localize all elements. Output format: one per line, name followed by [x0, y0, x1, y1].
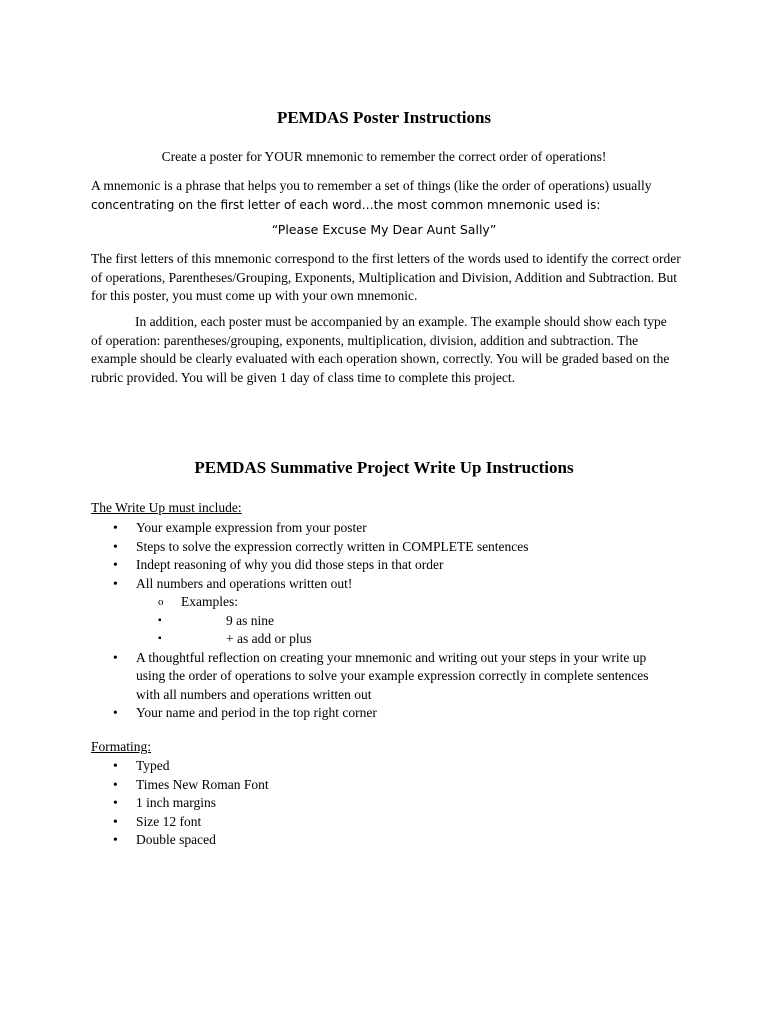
writeup-list [91, 519, 691, 723]
square-marker: ▪ [158, 633, 162, 644]
writeup-title: PEMDAS Summative Project Write Up Instructions [194, 458, 574, 477]
poster-intro: Create a poster for YOUR mnemonic to remember the correct order of operations! [161, 149, 607, 164]
bullet-marker: • [113, 758, 118, 773]
poster-title: PEMDAS Poster Instructions [276, 108, 492, 127]
list-item: • Size 12 font [91, 813, 691, 832]
example-item: ▪ + as add or plus [136, 630, 691, 649]
bullet-marker: • [113, 705, 118, 720]
bullet-marker: • [113, 575, 118, 591]
bullet-marker: • [113, 557, 118, 572]
list-item: • Typed [91, 757, 691, 776]
example-item: ▪ 9 as nine [136, 612, 691, 631]
list-item: • 1 inch margins [91, 794, 691, 813]
bullet-marker: • [113, 649, 118, 665]
bullet-marker: • [113, 832, 118, 847]
list-item: • Double spaced [91, 831, 691, 850]
list-item: • Your example expression from your poster [91, 519, 691, 538]
mnemonic-quote: “Please Excuse My Dear Aunt Sally” [271, 222, 497, 237]
poster-paragraph-1: The first letters of this mnemonic correspond to the first letters of the words used to identify the correct order of operations, Parentheses/Grouping, Exponents, Multiplication and Division, Addition and Subtraction. But for this poster, you must come up with your own mnemonic. [91, 251, 681, 303]
list-item: • Your name and period in the top right corner [91, 704, 691, 723]
list-item: • Steps to solve the expression correctly written in COMPLETE sentences [91, 538, 691, 557]
mnemonic-definition [91, 177, 681, 214]
mnemonic-definition-line-2: concentrating on the first letter of each word…the most common mnemonic used is: [91, 197, 601, 212]
list-item: • All numbers and operations written out! o Examples: ▪ 9 as nine ▪ + as add or plus [91, 575, 691, 649]
list-item: • Indept reasoning of why you did those steps in that order [91, 556, 691, 575]
list-item: • A thoughtful reflection on creating your mnemonic and writing out your steps in your write up using the order of operations to solve your example expression correctly in complete sentences with all numbers and operations written out [113, 649, 649, 702]
square-marker: ▪ [158, 614, 162, 626]
poster-paragraph-2: In addition, each poster must be accompanied by an example. The example should show each type of operation: parentheses/grouping, exponents, multiplication, division, addition and subtraction. The example should be clearly evaluated with each operation shown, correctly. You will be graded based on the rubric provided. You will be given 1 day of class time to complete this project. [91, 314, 670, 385]
examples-item: o Examples: [136, 593, 691, 612]
formatting-list [91, 757, 691, 850]
formatting-heading: Formating: [91, 739, 151, 754]
bullet-marker: • [113, 795, 118, 810]
circle-marker: o [158, 596, 164, 608]
must-include-heading: The Write Up must include: [91, 500, 242, 515]
mnemonic-definition-line-1: A mnemonic is a phrase that helps you to remember a set of things (like the order of operations) usually [91, 178, 652, 193]
bullet-marker: • [113, 776, 118, 792]
list-item: • Times New Roman Font [91, 776, 691, 795]
bullet-marker: • [113, 520, 118, 535]
bullet-marker: • [113, 813, 118, 829]
bullet-marker: • [113, 538, 118, 554]
